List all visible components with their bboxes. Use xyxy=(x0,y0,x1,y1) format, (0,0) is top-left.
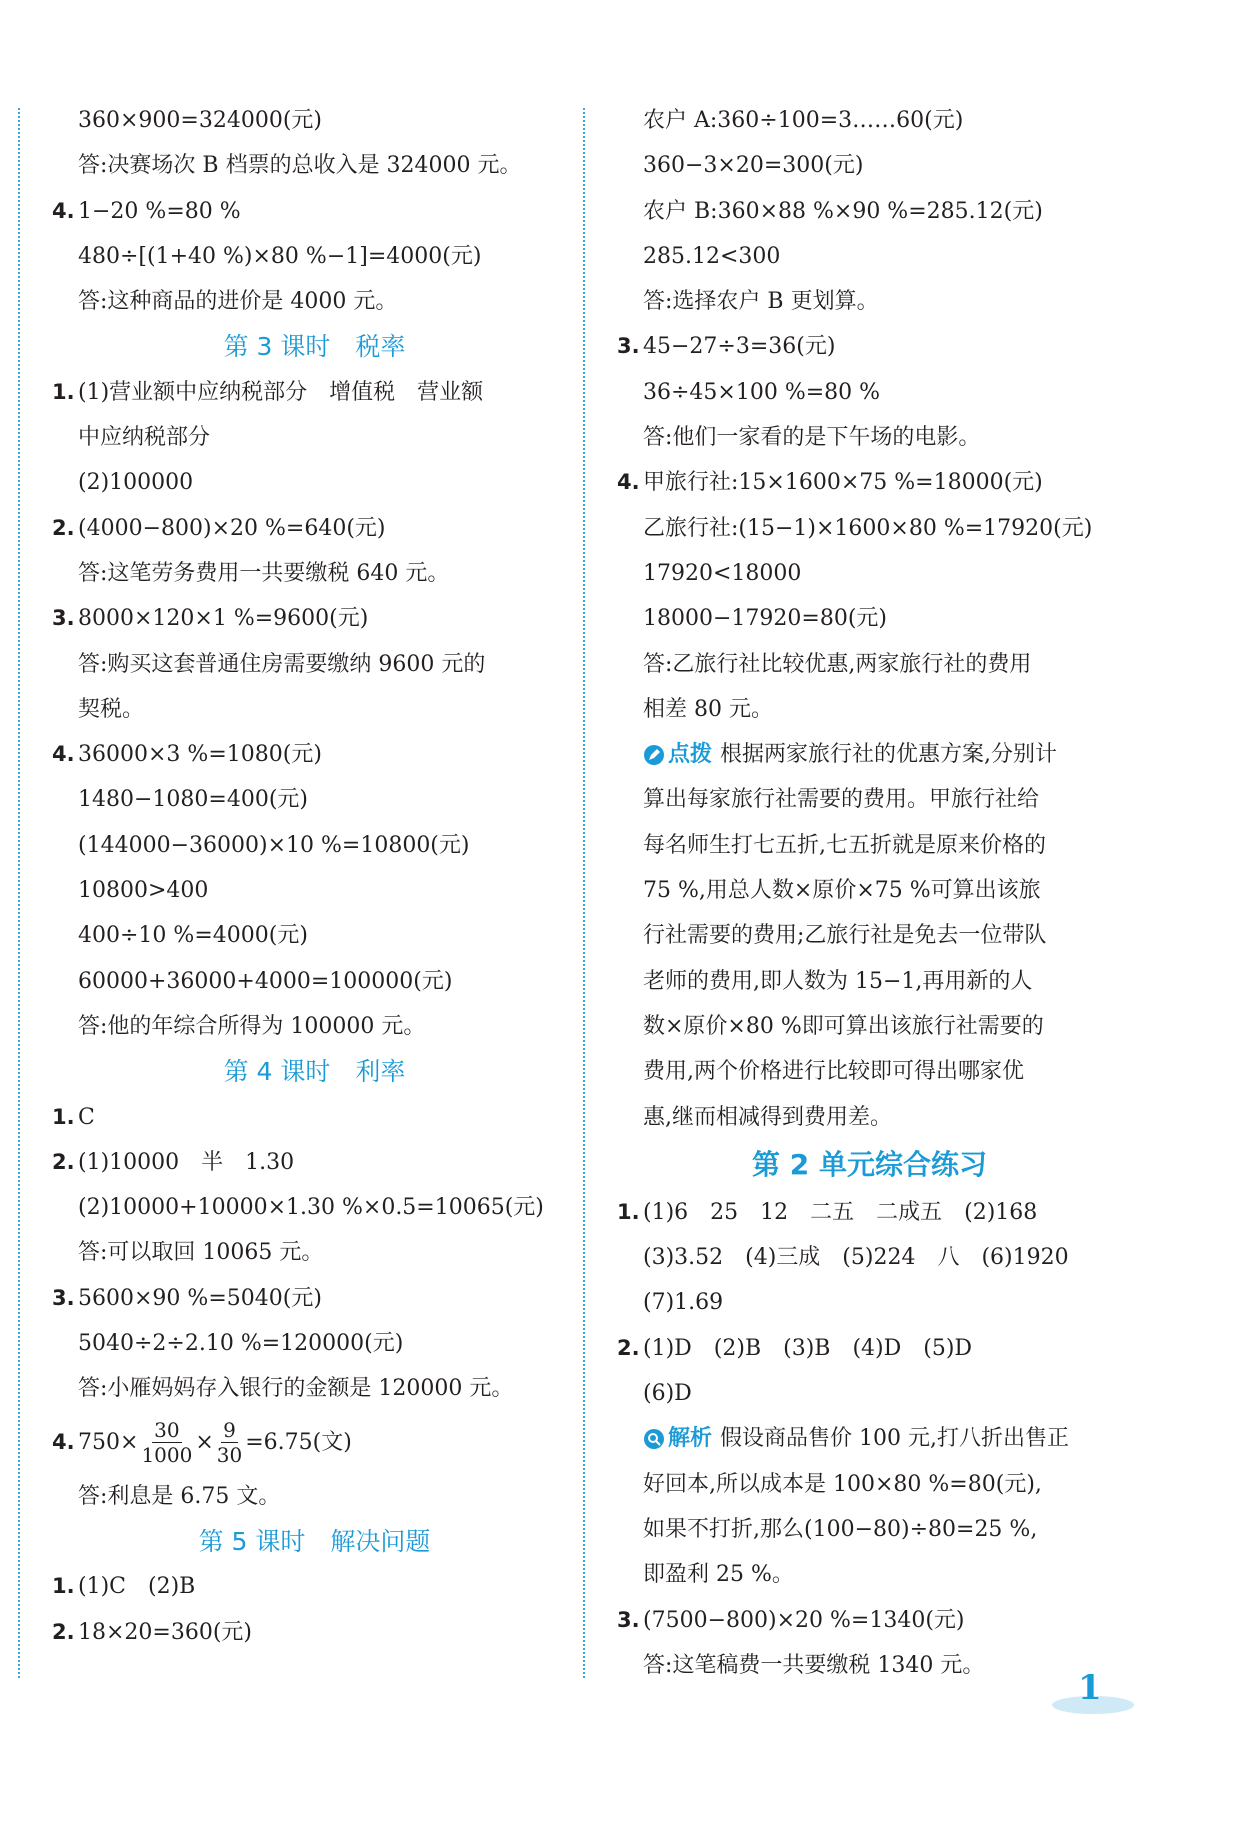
answer-text: 5600×90 %=5040(元) xyxy=(78,1285,322,1311)
answer-text: C xyxy=(78,1104,95,1130)
tip-text: 老师的费用,即人数为 15−1,再用新的人 xyxy=(643,968,1033,994)
answer-line: 契税。 xyxy=(78,696,145,722)
question-1 xyxy=(52,1564,577,1609)
question-4-fraction xyxy=(52,1412,577,1474)
answer-line: 360×900=324000(元) xyxy=(78,108,322,133)
answer-line: 360−3×20=300(元) xyxy=(643,153,864,179)
question-3 xyxy=(52,1276,577,1321)
tip-text: 根据两家旅行社的优惠方案,分别计 xyxy=(720,742,1058,768)
answer-line: 480÷[(1+40 %)×80 %−1]=4000(元) xyxy=(78,243,482,269)
page-number: 1 xyxy=(1078,1668,1102,1708)
analysis-label xyxy=(643,1416,712,1461)
question-1 xyxy=(52,1095,577,1140)
question-2 xyxy=(52,1610,577,1655)
answer-line: 答:这笔稿费一共要缴税 1340 元。 xyxy=(643,1652,985,1678)
section-heading-lesson-5: 第 5 课时 解决问题 xyxy=(198,1526,431,1556)
answer-text: (1)6 25 12 二五 二成五 (2)168 xyxy=(643,1199,1038,1225)
page-number-badge xyxy=(1050,1668,1140,1718)
fraction xyxy=(217,1418,242,1467)
fraction-denominator: 30 xyxy=(216,1443,243,1468)
section-heading-lesson-3: 第 3 课时 税率 xyxy=(223,332,406,362)
answer-line: 答:决赛场次 B 档票的总收入是 324000 元。 xyxy=(78,153,522,179)
answer-text: (1)C (2)B xyxy=(78,1574,196,1600)
question-number: 2. xyxy=(52,1149,75,1174)
analysis-label-text: 解析 xyxy=(668,1426,713,1452)
question-3 xyxy=(617,1598,1122,1643)
column-divider xyxy=(583,108,585,1678)
tip-label xyxy=(643,732,712,777)
section-heading-unit-2-review: 第 2 单元综合练习 xyxy=(752,1148,987,1182)
question-number: 4. xyxy=(617,470,640,495)
answer-line: 5040÷2÷2.10 %=120000(元) xyxy=(78,1331,404,1357)
analysis-text: 如果不打折,那么(100−80)÷80=25 %, xyxy=(643,1516,1038,1542)
answer-line: 答:他们一家看的是下午场的电影。 xyxy=(643,425,981,451)
answer-line: (3)3.52 (4)三成 (5)224 八 (6)1920 xyxy=(643,1245,1069,1271)
expression-part: 750× xyxy=(78,1429,139,1455)
answer-line: 答:利息是 6.75 文。 xyxy=(78,1483,281,1509)
question-number: 2. xyxy=(52,1619,75,1644)
question-2 xyxy=(52,1140,577,1185)
answer-line: 18000−17920=80(元) xyxy=(643,606,887,632)
question-3 xyxy=(617,324,1122,369)
answer-line: (2)100000 xyxy=(78,470,194,496)
answer-line: 60000+36000+4000=100000(元) xyxy=(78,968,453,994)
tip-text: 费用,两个价格进行比较即可得出哪家优 xyxy=(643,1059,1024,1085)
answer-line: 乙旅行社:(15−1)×1600×80 %=17920(元) xyxy=(643,515,1093,541)
question-number: 2. xyxy=(52,515,75,540)
answer-line: (2)10000+10000×1.30 %×0.5=10065(元) xyxy=(78,1195,544,1221)
analysis-text: 假设商品售价 100 元,打八折出售正 xyxy=(720,1426,1069,1452)
question-number: 1. xyxy=(617,1199,640,1224)
question-number: 4. xyxy=(52,198,75,223)
tip-text: 惠,继而相减得到费用差。 xyxy=(643,1104,892,1130)
answer-line: 10800>400 xyxy=(78,878,209,904)
answer-line: 1480−1080=400(元) xyxy=(78,787,309,813)
answer-line: 36÷45×100 %=80 % xyxy=(643,379,881,405)
answer-line: 400÷10 %=4000(元) xyxy=(78,923,308,949)
magnifier-icon xyxy=(643,1428,665,1450)
analysis-text: 即盈利 25 %。 xyxy=(643,1562,794,1588)
answer-line: (6)D xyxy=(643,1381,692,1407)
fraction-denominator: 1000 xyxy=(141,1443,193,1468)
question-3 xyxy=(52,596,577,641)
answer-line: 农户 A:360÷100=3……60(元) xyxy=(643,108,964,133)
answer-line: (144000−36000)×10 %=10800(元) xyxy=(78,832,470,858)
question-number: 1. xyxy=(52,1574,75,1599)
answer-text: 36000×3 %=1080(元) xyxy=(78,742,322,768)
question-number: 2. xyxy=(617,1335,640,1360)
answer-text: 18×20=360(元) xyxy=(78,1619,253,1645)
answer-line: 答:乙旅行社比较优惠,两家旅行社的费用 xyxy=(643,651,1032,677)
answer-line: 相差 80 元。 xyxy=(643,696,773,722)
answer-text: (1)D (2)B (3)B (4)D (5)D xyxy=(643,1335,973,1361)
answer-text: (7500−800)×20 %=1340(元) xyxy=(643,1607,965,1633)
answer-line: (7)1.69 xyxy=(643,1290,724,1316)
tip-text: 行社需要的费用;乙旅行社是免去一位带队 xyxy=(643,923,1047,949)
question-4 xyxy=(617,460,1122,505)
tip-text: 算出每家旅行社需要的费用。甲旅行社给 xyxy=(643,787,1040,813)
answer-text: 8000×120×1 %=9600(元) xyxy=(78,606,369,632)
expression-part: =6.75(文) xyxy=(245,1429,352,1455)
answer-text: 1−20 %=80 % xyxy=(78,198,241,224)
answer-line: 答:他的年综合所得为 100000 元。 xyxy=(78,1013,426,1039)
expression-part: × xyxy=(195,1429,214,1455)
answer-line: 答:选择农户 B 更划算。 xyxy=(643,289,879,315)
question-1 xyxy=(52,370,577,415)
fraction-numerator: 9 xyxy=(223,1418,236,1443)
tip-text: 每名师生打七五折,七五折就是原来价格的 xyxy=(643,832,1046,858)
right-column xyxy=(617,98,1122,1688)
analysis-text: 好回本,所以成本是 100×80 %=80(元), xyxy=(643,1471,1042,1497)
section-heading-lesson-4: 第 4 课时 利率 xyxy=(223,1057,406,1087)
answer-line: 中应纳税部分 xyxy=(78,425,211,451)
tip-label-text: 点拨 xyxy=(668,742,713,768)
answer-text: (1)10000 半 1.30 xyxy=(78,1149,295,1175)
fraction-numerator: 30 xyxy=(154,1418,180,1443)
answer-line: 285.12<300 xyxy=(643,243,781,269)
question-number: 4. xyxy=(52,742,75,767)
answer-line: 答:小雁妈妈存入银行的金额是 120000 元。 xyxy=(78,1376,514,1402)
answer-text: 45−27÷3=36(元) xyxy=(643,334,836,360)
question-number: 3. xyxy=(52,606,75,631)
answer-line: 答:这笔劳务费用一共要缴税 640 元。 xyxy=(78,560,450,586)
tip-first-line xyxy=(617,732,1122,777)
answer-text: (4000−800)×20 %=640(元) xyxy=(78,515,386,541)
question-1 xyxy=(617,1190,1122,1235)
left-column xyxy=(52,98,577,1655)
question-2 xyxy=(52,506,577,551)
answer-line: 答:购买这套普通住房需要缴纳 9600 元的 xyxy=(78,651,486,677)
answer-line: 17920<18000 xyxy=(643,560,802,586)
left-margin-divider xyxy=(18,108,20,1678)
answer-text: 甲旅行社:15×1600×75 %=18000(元) xyxy=(643,470,1043,496)
question-2 xyxy=(617,1326,1122,1371)
question-number: 1. xyxy=(52,1104,75,1129)
question-number: 3. xyxy=(617,1607,640,1632)
question-number: 1. xyxy=(52,379,75,404)
tip-text: 75 %,用总人数×原价×75 %可算出该旅 xyxy=(643,878,1041,904)
question-4 xyxy=(52,189,577,234)
answer-text: (1)营业额中应纳税部分 增值税 营业额 xyxy=(78,379,484,405)
answer-line: 答:这种商品的进价是 4000 元。 xyxy=(78,289,398,315)
fraction xyxy=(141,1418,192,1467)
answer-line: 答:可以取回 10065 元。 xyxy=(78,1240,324,1266)
question-number: 4. xyxy=(52,1429,75,1454)
question-number: 3. xyxy=(52,1285,75,1310)
question-number: 3. xyxy=(617,334,640,359)
analysis-first-line xyxy=(617,1416,1122,1461)
answer-line: 农户 B:360×88 %×90 %=285.12(元) xyxy=(643,198,1043,224)
pencil-icon xyxy=(643,744,665,766)
tip-text: 数×原价×80 %即可算出该旅行社需要的 xyxy=(643,1013,1044,1039)
question-4 xyxy=(52,732,577,777)
